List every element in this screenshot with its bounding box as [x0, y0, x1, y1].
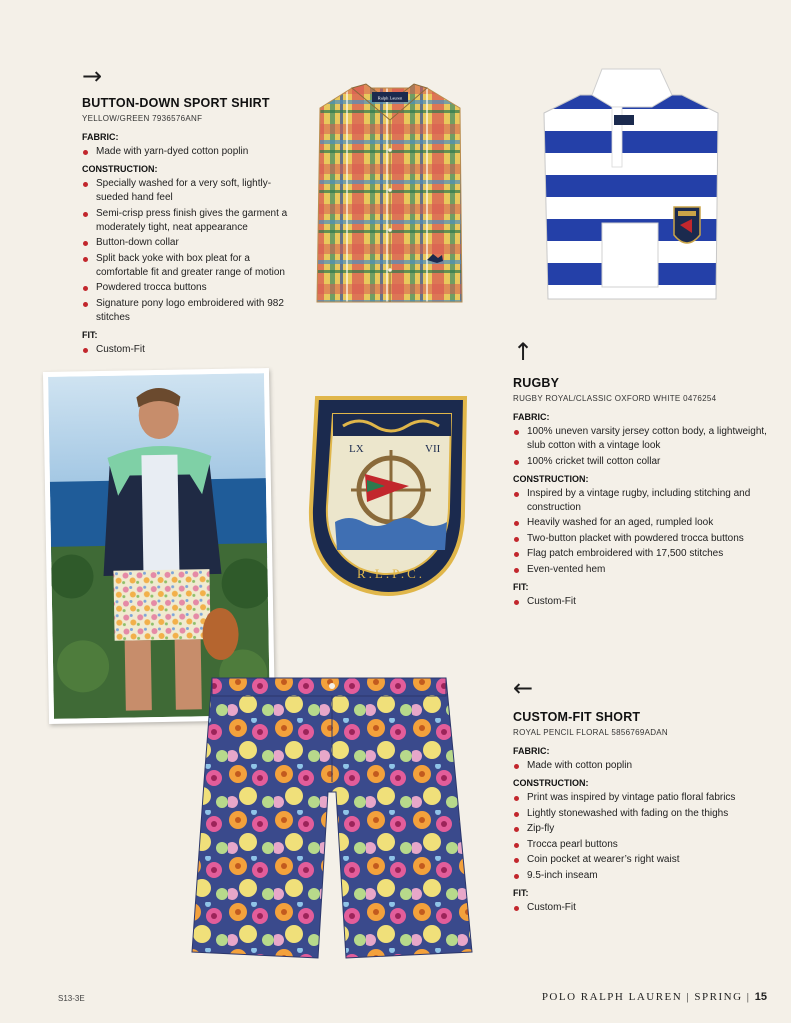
rugby-shirt-image	[540, 65, 722, 303]
list-item: 100% uneven varsity jersey cotton body, a lightweight, slub cotton with a vintage look	[513, 425, 768, 453]
product-short-info	[513, 676, 768, 916]
page-number: 15	[754, 991, 767, 1003]
list-item: Two-button placket with powdered trocca buttons	[513, 532, 768, 546]
product-sku: RUGBY ROYAL/CLASSIC OXFORD WHITE 0476254	[513, 394, 717, 403]
page-footer	[542, 991, 767, 1003]
catalog-code: S13-3E	[58, 994, 85, 1003]
construction-list	[82, 177, 297, 325]
construction-list	[513, 791, 768, 883]
construction-label: CONSTRUCTION:	[513, 778, 589, 788]
list-item: Custom-Fit	[513, 595, 768, 609]
product-shirt-info	[82, 64, 297, 358]
product-sku: ROYAL PENCIL FLORAL 5856769ADAN	[513, 728, 668, 737]
list-item: Split back yoke with box pleat for a comfortable fit and greater range of motion	[82, 252, 297, 280]
list-item: Semi-crisp press finish gives the garment a moderately tight, neat appearance	[82, 207, 297, 235]
list-item: Made with yarn-dyed cotton poplin	[82, 145, 297, 159]
arrow-left-icon: ←	[513, 674, 534, 702]
product-sku: YELLOW/GREEN 7936576ANF	[82, 114, 203, 123]
fabric-label: FABRIC:	[513, 412, 550, 422]
product-rugby-info	[513, 340, 768, 610]
list-item: Print was inspired by vintage patio floral fabrics	[513, 791, 768, 805]
model-photo	[43, 368, 275, 724]
product-title: CUSTOM-FIT SHORT	[513, 710, 641, 724]
arrow-up-icon: ↑	[513, 338, 534, 366]
fit-label: FIT:	[82, 329, 98, 340]
fit-list	[82, 343, 297, 357]
list-item: Custom-Fit	[82, 343, 297, 357]
construction-label: CONSTRUCTION:	[513, 473, 589, 484]
fit-list	[513, 595, 768, 609]
fit-label: FIT:	[513, 581, 529, 592]
crest-patch-image	[305, 390, 470, 600]
list-item: Inspired by a vintage rugby, including stitching and construction	[513, 487, 768, 515]
list-item: Trocca pearl buttons	[513, 838, 768, 852]
fabric-label: FABRIC:	[82, 132, 119, 142]
product-title: RUGBY	[513, 376, 560, 390]
list-item: Zip-fly	[513, 822, 768, 836]
list-item: Flag patch embroidered with 17,500 stitches	[513, 547, 768, 561]
shirt-label-text: Ralph Lauren	[377, 95, 403, 101]
list-item: Lightly stonewashed with fading on the thighs	[513, 807, 768, 821]
fabric-list	[513, 759, 768, 773]
fit-label: FIT:	[513, 887, 529, 898]
construction-label: CONSTRUCTION:	[82, 164, 158, 174]
list-item: Signature pony logo embroidered with 982 stitches	[82, 297, 297, 325]
list-item: Even-vented hem	[513, 563, 768, 577]
list-item: Specially washed for a very soft, lightly-sueded hand feel	[82, 177, 297, 205]
list-item: Coin pocket at wearer’s right waist	[513, 853, 768, 867]
product-title: BUTTON-DOWN SPORT SHIRT	[82, 96, 270, 110]
list-item: Custom-Fit	[513, 901, 768, 915]
fit-list	[513, 901, 768, 915]
brand-name: POLO RALPH LAUREN	[541, 991, 683, 1003]
floral-shorts-image	[182, 672, 490, 960]
list-item: Heavily washed for an aged, rumpled look	[513, 516, 768, 530]
patch-right-number: VII	[425, 443, 441, 455]
fabric-label: FABRIC:	[513, 746, 550, 756]
patch-bottom-text: R.L.P.C.	[356, 566, 426, 581]
list-item: Made with cotton poplin	[513, 759, 768, 773]
fabric-list	[82, 145, 297, 159]
list-item: Button-down collar	[82, 236, 297, 250]
footer-separator: |	[746, 991, 755, 1003]
season-name: SPRING	[694, 991, 743, 1003]
construction-list	[513, 487, 768, 577]
plaid-shirt-image	[312, 80, 467, 305]
list-item: 9.5-inch inseam	[513, 869, 768, 883]
list-item: 100% cricket twill cotton collar	[513, 455, 768, 469]
patch-left-number: LX	[349, 443, 364, 455]
arrow-right-icon: →	[82, 62, 103, 90]
footer-separator: |	[686, 991, 695, 1003]
list-item: Powdered trocca buttons	[82, 281, 297, 295]
fabric-list	[513, 425, 768, 469]
